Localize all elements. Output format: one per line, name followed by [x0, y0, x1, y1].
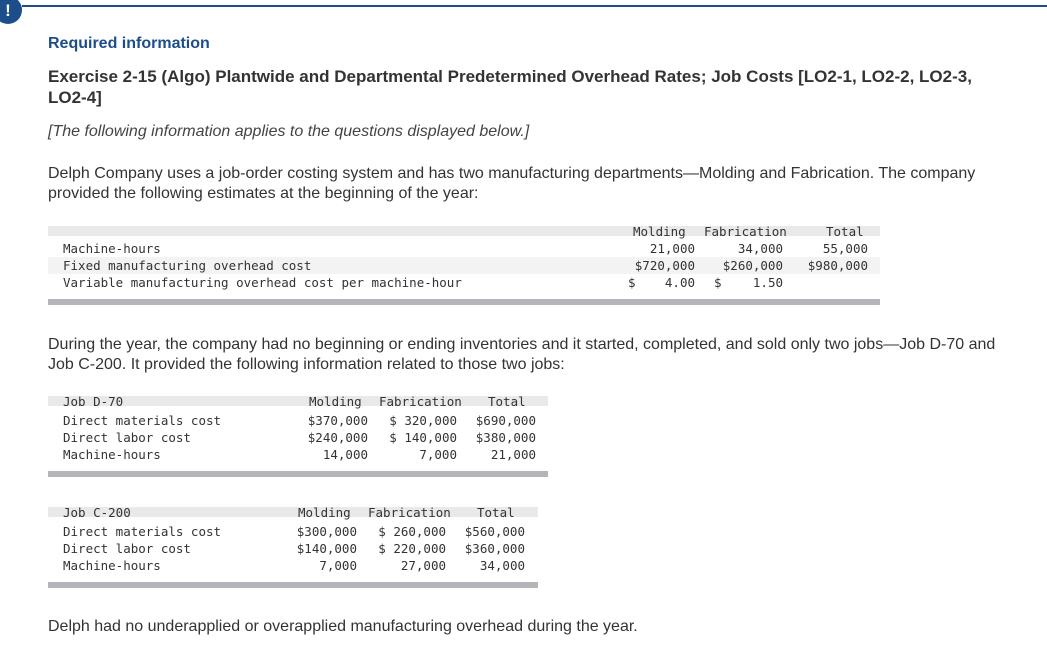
header-divider	[22, 5, 1047, 7]
row-label: Fixed manufacturing overhead cost	[63, 258, 312, 273]
col-header-fabrication: Fabrication	[368, 505, 451, 520]
closing-paragraph: Delph had no underapplied or overapplied manufacturing overhead during the year.	[48, 618, 638, 635]
row-label: Direct materials cost	[63, 413, 222, 428]
row-label: Direct materials cost	[63, 524, 222, 539]
row-label: Variable manufacturing overhead cost per machine-hour	[63, 275, 462, 290]
table-row	[48, 240, 880, 257]
intro-paragraph: Delph Company uses a job-order costing system and has two manufacturing departments—Molding and Fabrication. The company provided the following estimates at the beginning of the year:	[48, 165, 976, 202]
job-d70-table	[48, 396, 548, 478]
table-row	[48, 274, 880, 291]
row-label: Machine-hours	[63, 558, 161, 573]
table-bottom-rule	[48, 471, 548, 477]
col-header-total: Total	[826, 224, 864, 239]
total-value: 34,000	[479, 558, 525, 573]
fabrication-value: $ 220,000	[378, 541, 446, 556]
molding-value: 4.00	[664, 275, 695, 290]
fabrication-currency: $	[714, 275, 722, 290]
table-row	[48, 540, 538, 557]
table-row	[48, 557, 538, 574]
table-row	[48, 446, 548, 463]
fabrication-value: $ 140,000	[389, 430, 457, 445]
total-value: 55,000	[822, 241, 868, 256]
col-header-total: Total	[477, 505, 515, 520]
molding-value: 14,000	[322, 447, 368, 462]
table-row	[48, 257, 880, 274]
exercise-title: Exercise 2-15 (Algo) Plantwide and Departmental Predetermined Overhead Rates; Job Costs [LO2-1, LO2-2, LO2-3, LO2-4]	[48, 67, 972, 107]
job-c200-table	[48, 507, 538, 589]
total-value: 21,000	[490, 447, 536, 462]
job-title: Job D-70	[63, 394, 124, 409]
job-title: Job C-200	[63, 505, 131, 520]
info-note: [The following information applies to the questions displayed below.]	[48, 123, 530, 140]
estimates-table	[48, 226, 880, 308]
molding-currency: $	[628, 275, 636, 290]
molding-value: $720,000	[634, 258, 695, 273]
required-information-heading: Required information	[48, 35, 210, 52]
fabrication-value: 7,000	[419, 447, 457, 462]
total-value: $360,000	[464, 541, 525, 556]
molding-value: $240,000	[307, 430, 368, 445]
middle-paragraph: During the year, the company had no beginning or ending inventories and it started, completed, and sold only two jobs—Job D-70 and Job C-200. It provided the following information related to those two jobs:	[48, 336, 996, 373]
row-label: Direct labor cost	[63, 430, 191, 445]
fabrication-value: 1.50	[752, 275, 783, 290]
total-value: $380,000	[475, 430, 536, 445]
molding-value: $300,000	[296, 524, 357, 539]
total-value: $560,000	[464, 524, 525, 539]
fabrication-value: 34,000	[737, 241, 783, 256]
col-header-fabrication: Fabrication	[704, 224, 787, 239]
col-header-total: Total	[488, 394, 526, 409]
row-label: Machine-hours	[63, 447, 161, 462]
molding-value: $140,000	[296, 541, 357, 556]
row-label: Machine-hours	[63, 241, 161, 256]
molding-value: 21,000	[649, 241, 695, 256]
total-value: $690,000	[475, 413, 536, 428]
table-row	[48, 523, 538, 540]
fabrication-value: $ 320,000	[389, 413, 457, 428]
table-bottom-rule	[48, 299, 880, 305]
table-row	[48, 429, 548, 446]
table-bottom-rule	[48, 582, 538, 588]
table-row	[48, 412, 548, 429]
col-header-molding: Molding	[298, 505, 351, 520]
row-label: Direct labor cost	[63, 541, 191, 556]
fabrication-value: $260,000	[722, 258, 783, 273]
molding-value: $370,000	[307, 413, 368, 428]
fabrication-value: 27,000	[400, 558, 446, 573]
col-header-molding: Molding	[309, 394, 362, 409]
alert-icon: !	[0, 0, 22, 24]
molding-value: 7,000	[319, 558, 357, 573]
total-value: $980,000	[807, 258, 868, 273]
col-header-fabrication: Fabrication	[379, 394, 462, 409]
col-header-molding: Molding	[633, 224, 686, 239]
fabrication-value: $ 260,000	[378, 524, 446, 539]
